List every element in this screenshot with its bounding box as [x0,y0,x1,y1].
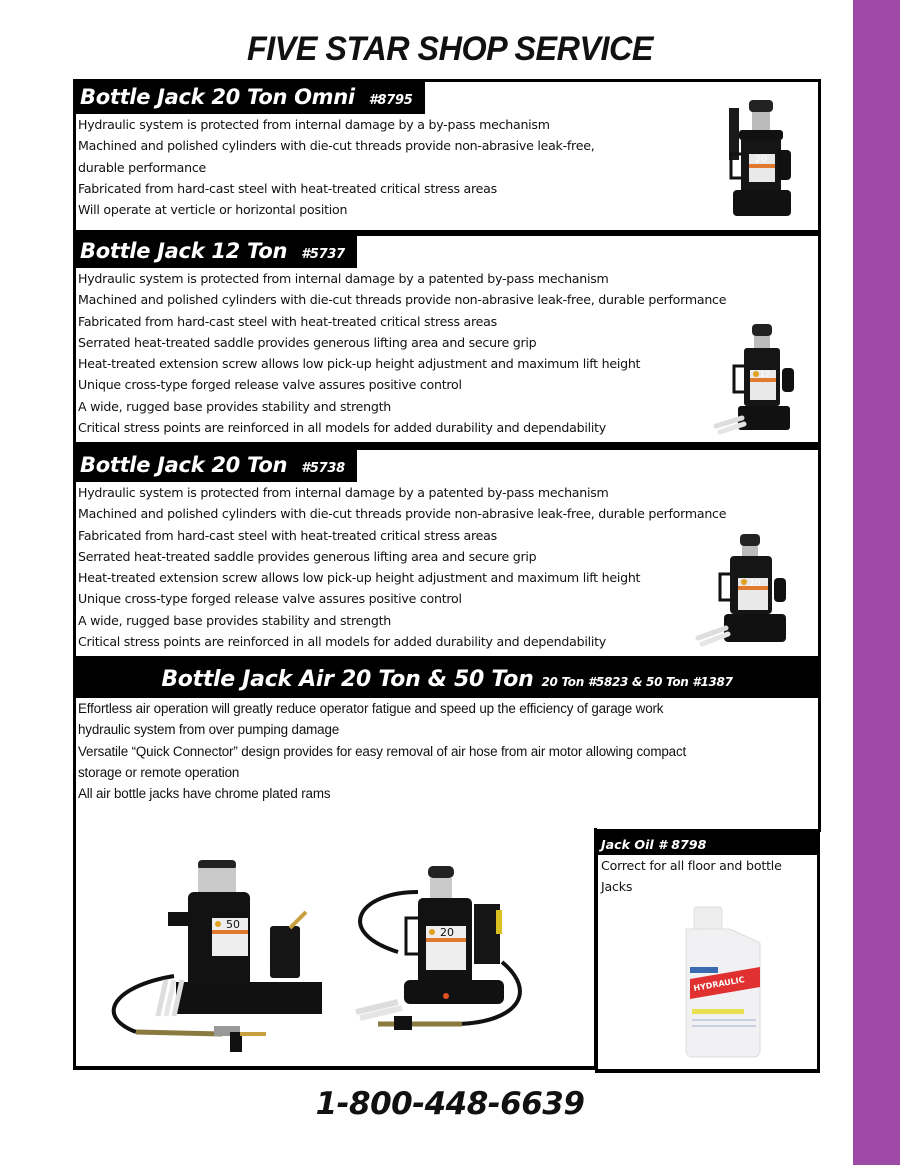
phone-number[interactable]: 1-800-448-6639 [315,1086,585,1122]
feature-line: Machined and polished cylinders with die-cut threads provide non-abrasive leak-free, durable performance [78,292,727,308]
feature-line: A wide, rugged base provides stability and strength [78,612,392,628]
feature-line: Fabricated from hard-cast steel with heat-treated critical stress areas [78,180,497,196]
feature-line: All air bottle jacks have chrome plated rams [78,786,331,802]
feature-line: Heat-treated extension screw allows low pick-up height adjustment and maximum lift height [78,570,641,586]
svg-text:20: 20 [749,579,761,589]
feature-line: Machined and polished cylinders with die-cut threads provide non-abrasive leak-free, [78,138,595,154]
feature-line: Effortless air operation will greatly reduce operator fatigue and speed up the efficiency of garage work [78,701,664,716]
feature-line: Unique cross-type forged release valve assures positive control [78,591,462,607]
product-heading [76,236,357,268]
feature-line: Fabricated from hard-cast steel with heat-treated critical stress areas [78,527,497,543]
product-heading [76,664,818,698]
feature-line: Critical stress points are reinforced in all models for added durability and dependability [78,420,606,436]
feature-list [76,114,818,220]
product-section-air-jack [73,661,821,832]
bottle-jack-12-ton-image [712,322,808,438]
product-section-20-ton [73,447,821,661]
feature-line: Versatile “Quick Connector” design provides for easy removal of air hose from air motor allowing compact [78,743,687,759]
product-name: Bottle Jack 20 Ton [80,453,288,477]
svg-text:50: 50 [226,918,240,931]
feature-line: hydraulic system from over pumping damage [78,722,340,738]
feature-line: Heat-treated extension screw allows low pick-up height adjustment and maximum lift height [78,356,641,372]
svg-text:20: 20 [755,155,767,165]
product-sku: #8795 [368,93,413,108]
bottle-jack-20-ton-omni-image [719,98,799,224]
feature-line: durable performance [78,159,207,175]
feature-line: Will operate at verticle or horizontal position [78,202,348,218]
feature-line: Fabricated from hard-cast steel with heat-treated critical stress areas [78,313,497,329]
air-bottle-jack-50-ton-image [94,856,334,1056]
feature-line: Hydraulic system is protected from internal damage by a patented by-pass mechanism [78,271,609,286]
product-heading [76,82,425,114]
product-sku: #5738 [301,461,345,476]
svg-text:12: 12 [760,370,771,379]
feature-line: storage or remote operation [78,764,240,780]
feature-line: Hydraulic system is protected from internal damage by a by-pass mechanism [78,117,550,132]
feature-line: Serrated heat-treated saddle provides generous lifting area and secure grip [78,334,537,350]
purple-side-bar [853,0,900,1165]
product-name: Bottle Jack Air 20 Ton & 50 Ton [161,667,534,692]
air-bottle-jack-20-ton-image [338,862,538,1042]
jack-oil-panel [595,830,820,1073]
feature-list [76,698,818,804]
bottle-jack-20-ton-image [692,532,804,650]
feature-line: A wide, rugged base provides stability and strength [78,398,392,414]
product-name: Bottle Jack 20 Ton Omni [80,85,355,109]
air-jack-images-panel [73,828,597,1070]
svg-text:HYDRAULIC: HYDRAULIC [692,975,746,993]
product-section-omni [73,79,821,235]
jack-oil-title: Jack Oil # 8798 [598,833,817,855]
hydraulic-jack-oil-bottle-image [676,903,776,1061]
product-heading [76,450,357,482]
feature-line: Hydraulic system is protected from internal damage by a patented by-pass mechanism [78,485,609,500]
feature-list [76,268,818,438]
product-name: Bottle Jack 12 Ton [80,239,288,263]
feature-line: Serrated heat-treated saddle provides generous lifting area and secure grip [78,548,537,564]
feature-line: Unique cross-type forged release valve assures positive control [78,377,462,393]
feature-line: Critical stress points are reinforced in all models for added durability and dependability [78,634,606,650]
svg-text:20: 20 [440,926,454,939]
product-sku: 20 Ton #5823 & 50 Ton #1387 [541,675,733,689]
product-sku: #5737 [301,247,345,262]
feature-line: Machined and polished cylinders with die-cut threads provide non-abrasive leak-free, durable performance [78,506,727,522]
product-section-12-ton [73,233,821,447]
page-title: FIVE STAR SHOP SERVICE [247,30,653,68]
jack-oil-description: Correct for all floor and bottle Jacks [601,858,782,894]
